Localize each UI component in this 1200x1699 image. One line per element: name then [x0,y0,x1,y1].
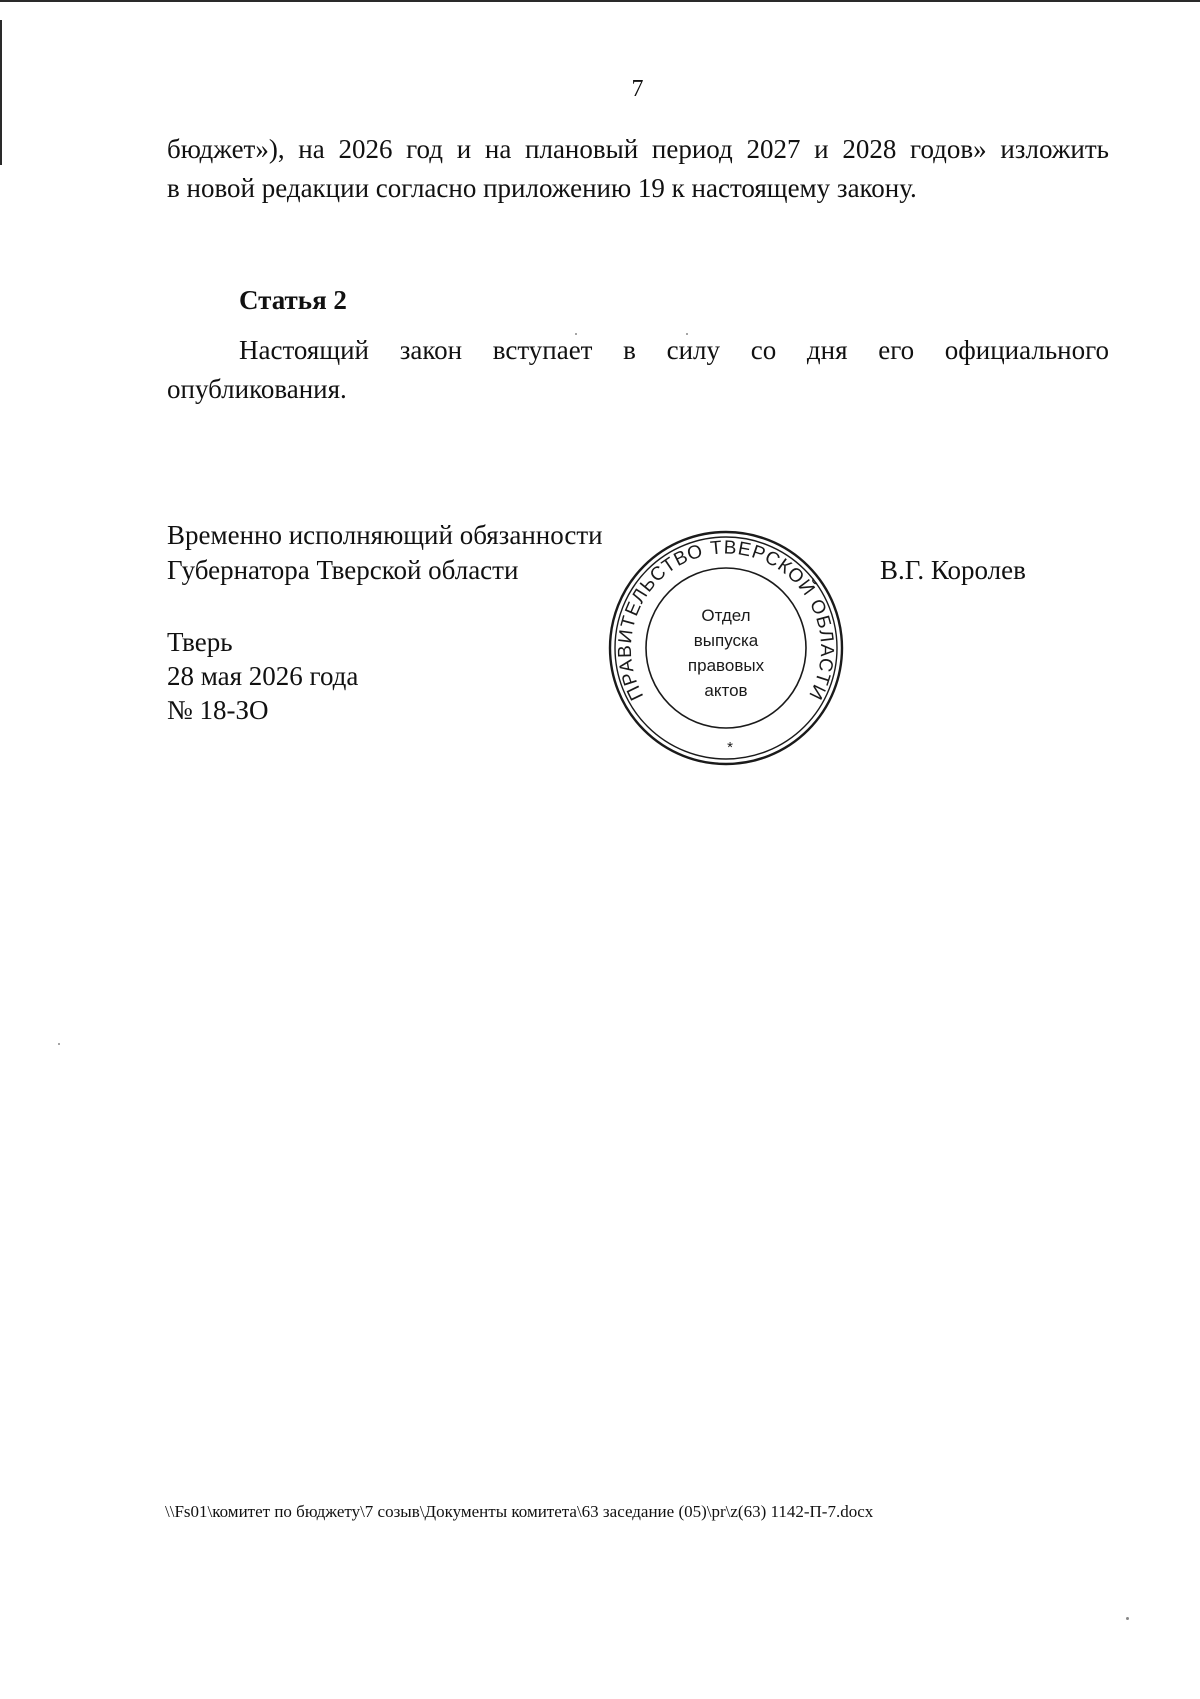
stamp-center-line-4: актов [704,681,748,700]
law-number: № 18-ЗО [167,695,269,725]
law-date: 28 мая 2026 года [167,661,359,691]
stamp-star: * [727,739,733,756]
scan-speck [58,1043,60,1045]
article-line-2: опубликования. [167,374,347,404]
article-line-1: Настоящий закон вступает в силу со дня его официального [239,335,1109,365]
scan-speck [575,333,577,335]
stamp-center-line-1: Отдел [701,606,751,625]
signatory-name: В.Г. Королев [880,555,1026,585]
scan-speck [686,333,688,335]
article-heading: Статья 2 [239,285,347,315]
official-stamp [606,530,846,770]
stamp-ring-text: ПРАВИТЕЛЬСТВО ТВЕРСКОЙ ОБЛАСТИ [614,537,838,704]
scan-edge-top [0,0,1200,2]
paragraph-line-1: бюджет»), на 2026 год и на плановый период 2027 и 2028 годов» изложить [167,134,1109,164]
paragraph-line-2: в новой редакции согласно приложению 19 к настоящему закону. [167,173,917,203]
signatory-position-line-2: Губернатора Тверской области [167,555,519,585]
page-number: 7 [631,76,644,102]
file-path-footer: \\Fs01\комитет по бюджету\7 созыв\Документы комитета\63 заседание (05)\pr\z(63) 1142-П-7.docx [165,1502,874,1521]
stamp-center-line-3: правовых [687,656,765,675]
stamp-center-line-2: выпуска [693,631,759,650]
scan-speck [1126,1617,1129,1620]
place: Тверь [167,627,233,657]
signatory-position-line-1: Временно исполняющий обязанности [167,520,603,550]
